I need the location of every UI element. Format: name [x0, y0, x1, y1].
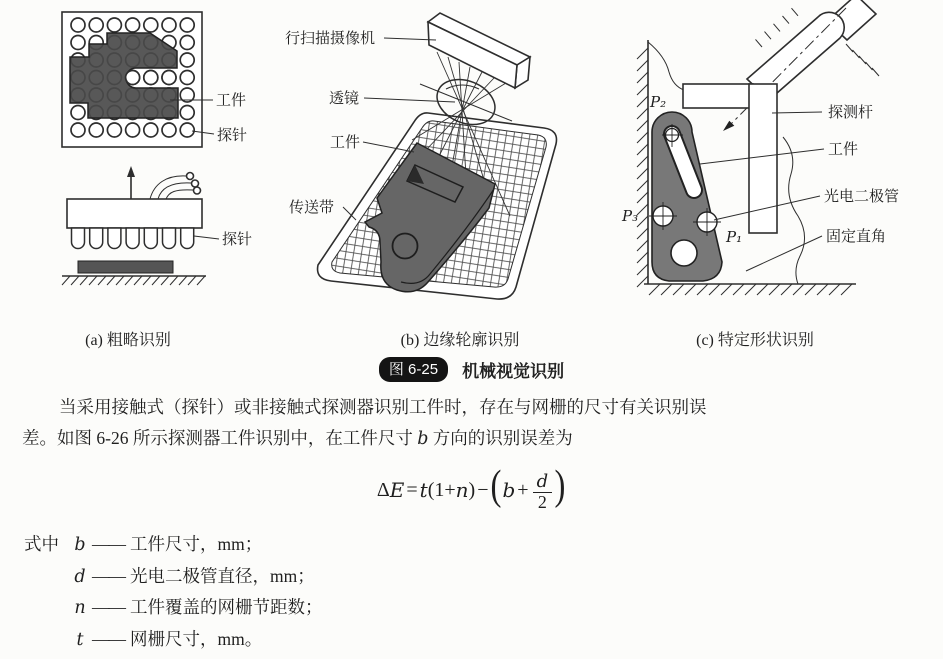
paragraph-line-2-post: 方向的识别误差为: [428, 428, 573, 448]
probe-array-top-view: [62, 12, 247, 147]
def-var-d: d: [74, 566, 86, 587]
wire-3: [166, 190, 193, 199]
label-rod: 探测杆: [828, 105, 874, 121]
label-p2: P₂: [650, 93, 667, 111]
block-break-contour: [783, 137, 805, 284]
leader-probe-bottom-a: [194, 236, 219, 239]
figure-title-row: [0, 357, 943, 382]
label-belt: 传送带: [289, 200, 335, 216]
label-camera: 行扫描摄像机: [285, 31, 376, 47]
wall-hatching: [637, 48, 648, 287]
def-desc-d: 光电二极管直径，mm；: [130, 565, 315, 586]
line-scan-camera: [428, 13, 530, 88]
notch-visible-probes: [126, 71, 176, 85]
diagram-a-rough-recognition: [0, 0, 280, 326]
formula-fraction: [533, 472, 553, 514]
formula-E: E: [389, 478, 405, 503]
figure-number-badge: 图 6-25: [379, 357, 448, 382]
diagram-b-edge-contour: [280, 0, 620, 326]
paragraph-line-2-pre: 差。如图 6-26 所示探测器工件识别中，在工件尺寸: [22, 428, 418, 448]
label-p3: P₃: [622, 207, 639, 225]
formula-plus: +: [517, 478, 529, 501]
formula-open1: (1+: [427, 478, 456, 501]
rod-horizontal-arm: [683, 84, 753, 108]
label-photodiode: 光电二极管: [824, 189, 900, 205]
formula-b: b: [502, 478, 516, 503]
wire-terminal-2: [192, 180, 199, 187]
probe-head-side-view: [62, 166, 252, 285]
caption-a: (a) 粗略识别: [85, 332, 171, 349]
definition-row: [24, 626, 323, 658]
formula-t: t: [419, 478, 428, 503]
formula-equals: =: [406, 478, 418, 501]
def-var-t: t: [76, 629, 84, 650]
def-desc-b: 工件尺寸，mm；: [130, 534, 263, 554]
def-var-n: n: [74, 598, 86, 618]
label-probe-bottom-a: 探针: [222, 232, 253, 248]
formula-big-open-paren: (: [491, 463, 502, 509]
leader-lens: [364, 98, 455, 102]
label-lens: 透镜: [329, 91, 360, 107]
arrow-up-icon: [127, 166, 135, 177]
label-fixed-angle: 固定直角: [826, 229, 887, 245]
probe-head-body: [67, 199, 202, 228]
workpiece-bar: [78, 261, 173, 273]
formula-minus: −: [477, 478, 489, 501]
definitions-prefix: 式中: [24, 534, 59, 554]
probe-pins: [72, 228, 194, 249]
formula-big-close-paren: ): [554, 463, 566, 509]
formula-numerator: d: [533, 472, 553, 494]
formula-close1: ): [468, 478, 476, 501]
formula-denominator: 2: [537, 492, 547, 513]
definition-row: [24, 563, 323, 595]
leader-rod: [772, 112, 822, 113]
paragraph-line-2: [22, 423, 930, 455]
ground-hatching-a: [62, 276, 205, 285]
def-dash: ——: [92, 534, 125, 554]
plate-hole: [671, 240, 697, 266]
def-dash: ——: [92, 628, 125, 649]
wire-terminal-3: [194, 187, 201, 194]
caption-c: (c) 特定形状识别: [696, 332, 814, 349]
paragraph-var-b: b: [417, 429, 429, 449]
diagram-c-specific-shape: [620, 0, 943, 326]
body-paragraph: [22, 392, 930, 455]
error-formula: [0, 463, 943, 513]
label-p1: P₁: [726, 228, 743, 246]
formula-n: n: [455, 478, 469, 503]
wall-break-contour: [648, 42, 684, 90]
definition-row: [24, 594, 323, 626]
def-dash: ——: [92, 565, 125, 586]
caption-b: (b) 边缘轮廓识别: [400, 332, 520, 349]
leader-fixed-angle: [746, 236, 822, 271]
figure-title: 机械视觉识别: [462, 362, 565, 381]
def-dash: ——: [92, 597, 125, 617]
label-workpiece-b: 工件: [330, 135, 361, 151]
def-var-b: b: [74, 535, 86, 555]
symbol-definitions: [24, 531, 323, 657]
def-desc-t: 网栅尺寸，mm。: [130, 628, 263, 649]
paragraph-line-1: 当采用接触式（探针）或非接触式探测器识别工件时，存在与网栅的尺寸有关识别误: [59, 397, 707, 417]
rod-lower-hatching: [846, 44, 879, 76]
wire-terminal-1: [187, 173, 194, 180]
formula-delta: Δ: [376, 478, 390, 501]
label-probe-top-a: 探针: [217, 128, 248, 144]
ground-hatching-c: [649, 284, 852, 295]
definition-row: [24, 531, 323, 563]
motion-arrowhead-icon: [723, 121, 734, 131]
workpiece-plate: [649, 112, 722, 281]
label-workpiece-a: 工件: [216, 93, 247, 109]
def-desc-n: 工件覆盖的网栅节距数；: [130, 597, 323, 617]
label-workpiece-c: 工件: [828, 142, 859, 158]
